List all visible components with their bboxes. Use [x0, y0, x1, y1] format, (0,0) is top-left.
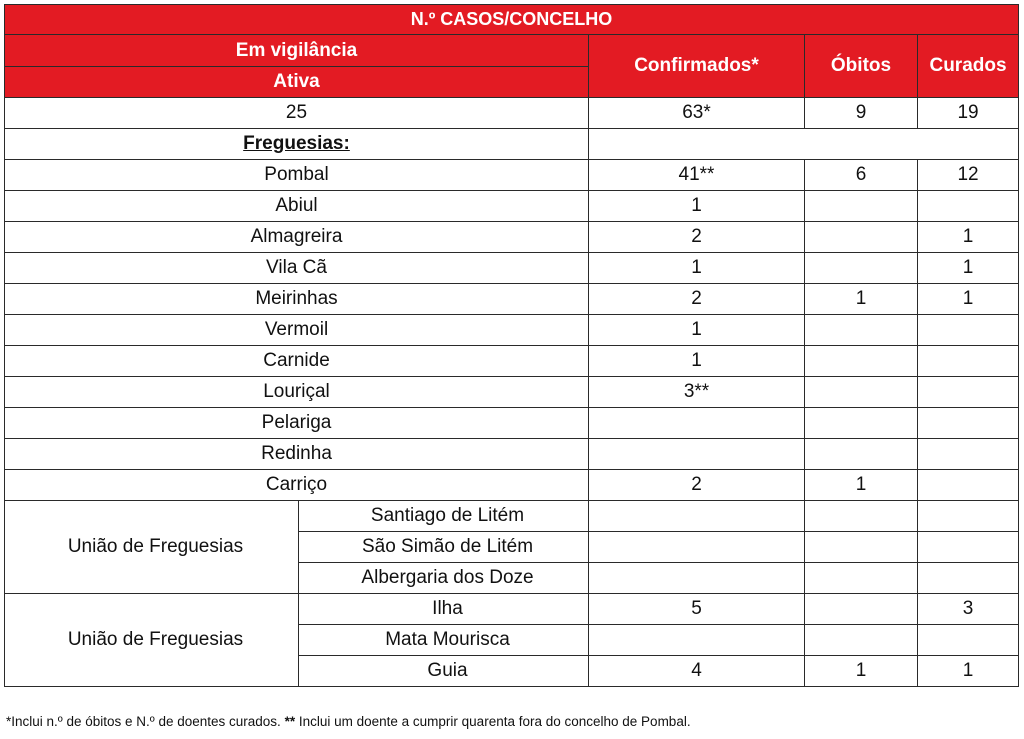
uniao-member-confirmados	[589, 532, 805, 563]
freguesia-confirmados	[589, 408, 805, 439]
freguesia-obitos	[805, 222, 918, 253]
freguesia-obitos: 1	[805, 470, 918, 501]
freguesia-confirmados: 2	[589, 284, 805, 315]
freguesia-curados	[918, 377, 1019, 408]
freguesia-confirmados: 41**	[589, 160, 805, 191]
table-row	[5, 222, 1019, 253]
freguesia-curados: 12	[918, 160, 1019, 191]
freguesia-curados: 1	[918, 222, 1019, 253]
freguesia-confirmados	[589, 439, 805, 470]
uniao-label: União de Freguesias	[5, 501, 299, 594]
table-row	[5, 253, 1019, 284]
freguesia-obitos	[805, 346, 918, 377]
total-obitos: 9	[805, 98, 918, 129]
uniao-member-obitos	[805, 563, 918, 594]
freguesia-name: Almagreira	[5, 222, 589, 253]
freguesia-confirmados: 2	[589, 222, 805, 253]
freguesias-label-cell	[5, 129, 589, 160]
freguesia-confirmados: 3**	[589, 377, 805, 408]
freguesia-confirmados: 1	[589, 315, 805, 346]
uniao-member-name: Ilha	[299, 594, 589, 625]
freguesia-obitos	[805, 408, 918, 439]
uniao-label: União de Freguesias	[5, 594, 299, 687]
freguesia-obitos: 6	[805, 160, 918, 191]
uniao-member-curados	[918, 501, 1019, 532]
freguesias-label-empty	[589, 129, 1019, 160]
freguesia-obitos	[805, 377, 918, 408]
total-vigilancia: 25	[5, 98, 589, 129]
table-row	[5, 346, 1019, 377]
footnote-mark-2: **	[284, 714, 296, 729]
cases-table	[4, 4, 1019, 687]
uniao-member-curados	[918, 532, 1019, 563]
uniao-member-obitos	[805, 532, 918, 563]
freguesia-curados	[918, 191, 1019, 222]
uniao-member-confirmados: 4	[589, 656, 805, 687]
uniao-member-confirmados: 5	[589, 594, 805, 625]
table-row	[5, 470, 1019, 501]
freguesia-obitos	[805, 315, 918, 346]
uniao-member-curados: 1	[918, 656, 1019, 687]
freguesia-name: Meirinhas	[5, 284, 589, 315]
footnote-text-2: Inclui um doente a cumprir quarenta fora do concelho de Pombal.	[298, 714, 691, 729]
freguesias-label-row	[5, 129, 1019, 160]
uniao-member-obitos	[805, 625, 918, 656]
freguesia-curados	[918, 408, 1019, 439]
uniao-member-name: Mata Mourisca	[299, 625, 589, 656]
freguesia-curados: 1	[918, 253, 1019, 284]
uniao-member-obitos	[805, 501, 918, 532]
freguesia-curados	[918, 439, 1019, 470]
freguesias-label: Freguesias:	[243, 133, 350, 154]
table-row	[5, 439, 1019, 470]
header-curados: Curados	[918, 35, 1019, 98]
uniao-member-obitos: 1	[805, 656, 918, 687]
uniao-member-name: Santiago de Litém	[299, 501, 589, 532]
freguesia-name: Vermoil	[5, 315, 589, 346]
table-row	[5, 284, 1019, 315]
freguesia-name: Redinha	[5, 439, 589, 470]
footnote	[6, 714, 691, 729]
freguesia-confirmados: 2	[589, 470, 805, 501]
freguesia-curados	[918, 470, 1019, 501]
uniao-member-confirmados	[589, 563, 805, 594]
freguesia-name: Abiul	[5, 191, 589, 222]
table-row	[5, 377, 1019, 408]
uniao-member-name: Guia	[299, 656, 589, 687]
uniao-member-confirmados	[589, 625, 805, 656]
freguesia-obitos	[805, 439, 918, 470]
table-row	[5, 160, 1019, 191]
freguesia-curados	[918, 315, 1019, 346]
header-obitos: Óbitos	[805, 35, 918, 98]
freguesia-name: Pombal	[5, 160, 589, 191]
freguesia-obitos	[805, 191, 918, 222]
freguesia-confirmados: 1	[589, 346, 805, 377]
freguesia-name: Vila Cã	[5, 253, 589, 284]
uniao-member-curados: 3	[918, 594, 1019, 625]
table-row	[5, 315, 1019, 346]
footnote-text-1: Inclui n.º de óbitos e N.º de doentes curados.	[11, 714, 281, 729]
freguesia-curados: 1	[918, 284, 1019, 315]
table-row	[5, 191, 1019, 222]
total-curados: 19	[918, 98, 1019, 129]
uniao-member-curados	[918, 625, 1019, 656]
total-confirmados: 63*	[589, 98, 805, 129]
freguesia-confirmados: 1	[589, 191, 805, 222]
freguesia-confirmados: 1	[589, 253, 805, 284]
freguesia-name: Louriçal	[5, 377, 589, 408]
table-title: N.º CASOS/CONCELHO	[5, 5, 1019, 35]
uniao-member-name: São Simão de Litém	[299, 532, 589, 563]
header-ativa: Ativa	[5, 67, 589, 98]
uniao-member-curados	[918, 563, 1019, 594]
uniao-member-name: Albergaria dos Doze	[299, 563, 589, 594]
header-vigilancia: Em vigilância	[5, 35, 589, 67]
freguesia-name: Pelariga	[5, 408, 589, 439]
footnote-mark-1: *	[6, 714, 12, 729]
table-row	[5, 501, 1019, 532]
freguesia-name: Carnide	[5, 346, 589, 377]
totals-row	[5, 98, 1019, 129]
freguesia-curados	[918, 346, 1019, 377]
header-confirmados: Confirmados*	[589, 35, 805, 98]
table-row	[5, 408, 1019, 439]
uniao-member-obitos	[805, 594, 918, 625]
title-row	[5, 5, 1019, 35]
freguesia-name: Carriço	[5, 470, 589, 501]
header-row-1	[5, 35, 1019, 67]
freguesia-obitos: 1	[805, 284, 918, 315]
table-row	[5, 594, 1019, 625]
freguesia-obitos	[805, 253, 918, 284]
uniao-member-confirmados	[589, 501, 805, 532]
